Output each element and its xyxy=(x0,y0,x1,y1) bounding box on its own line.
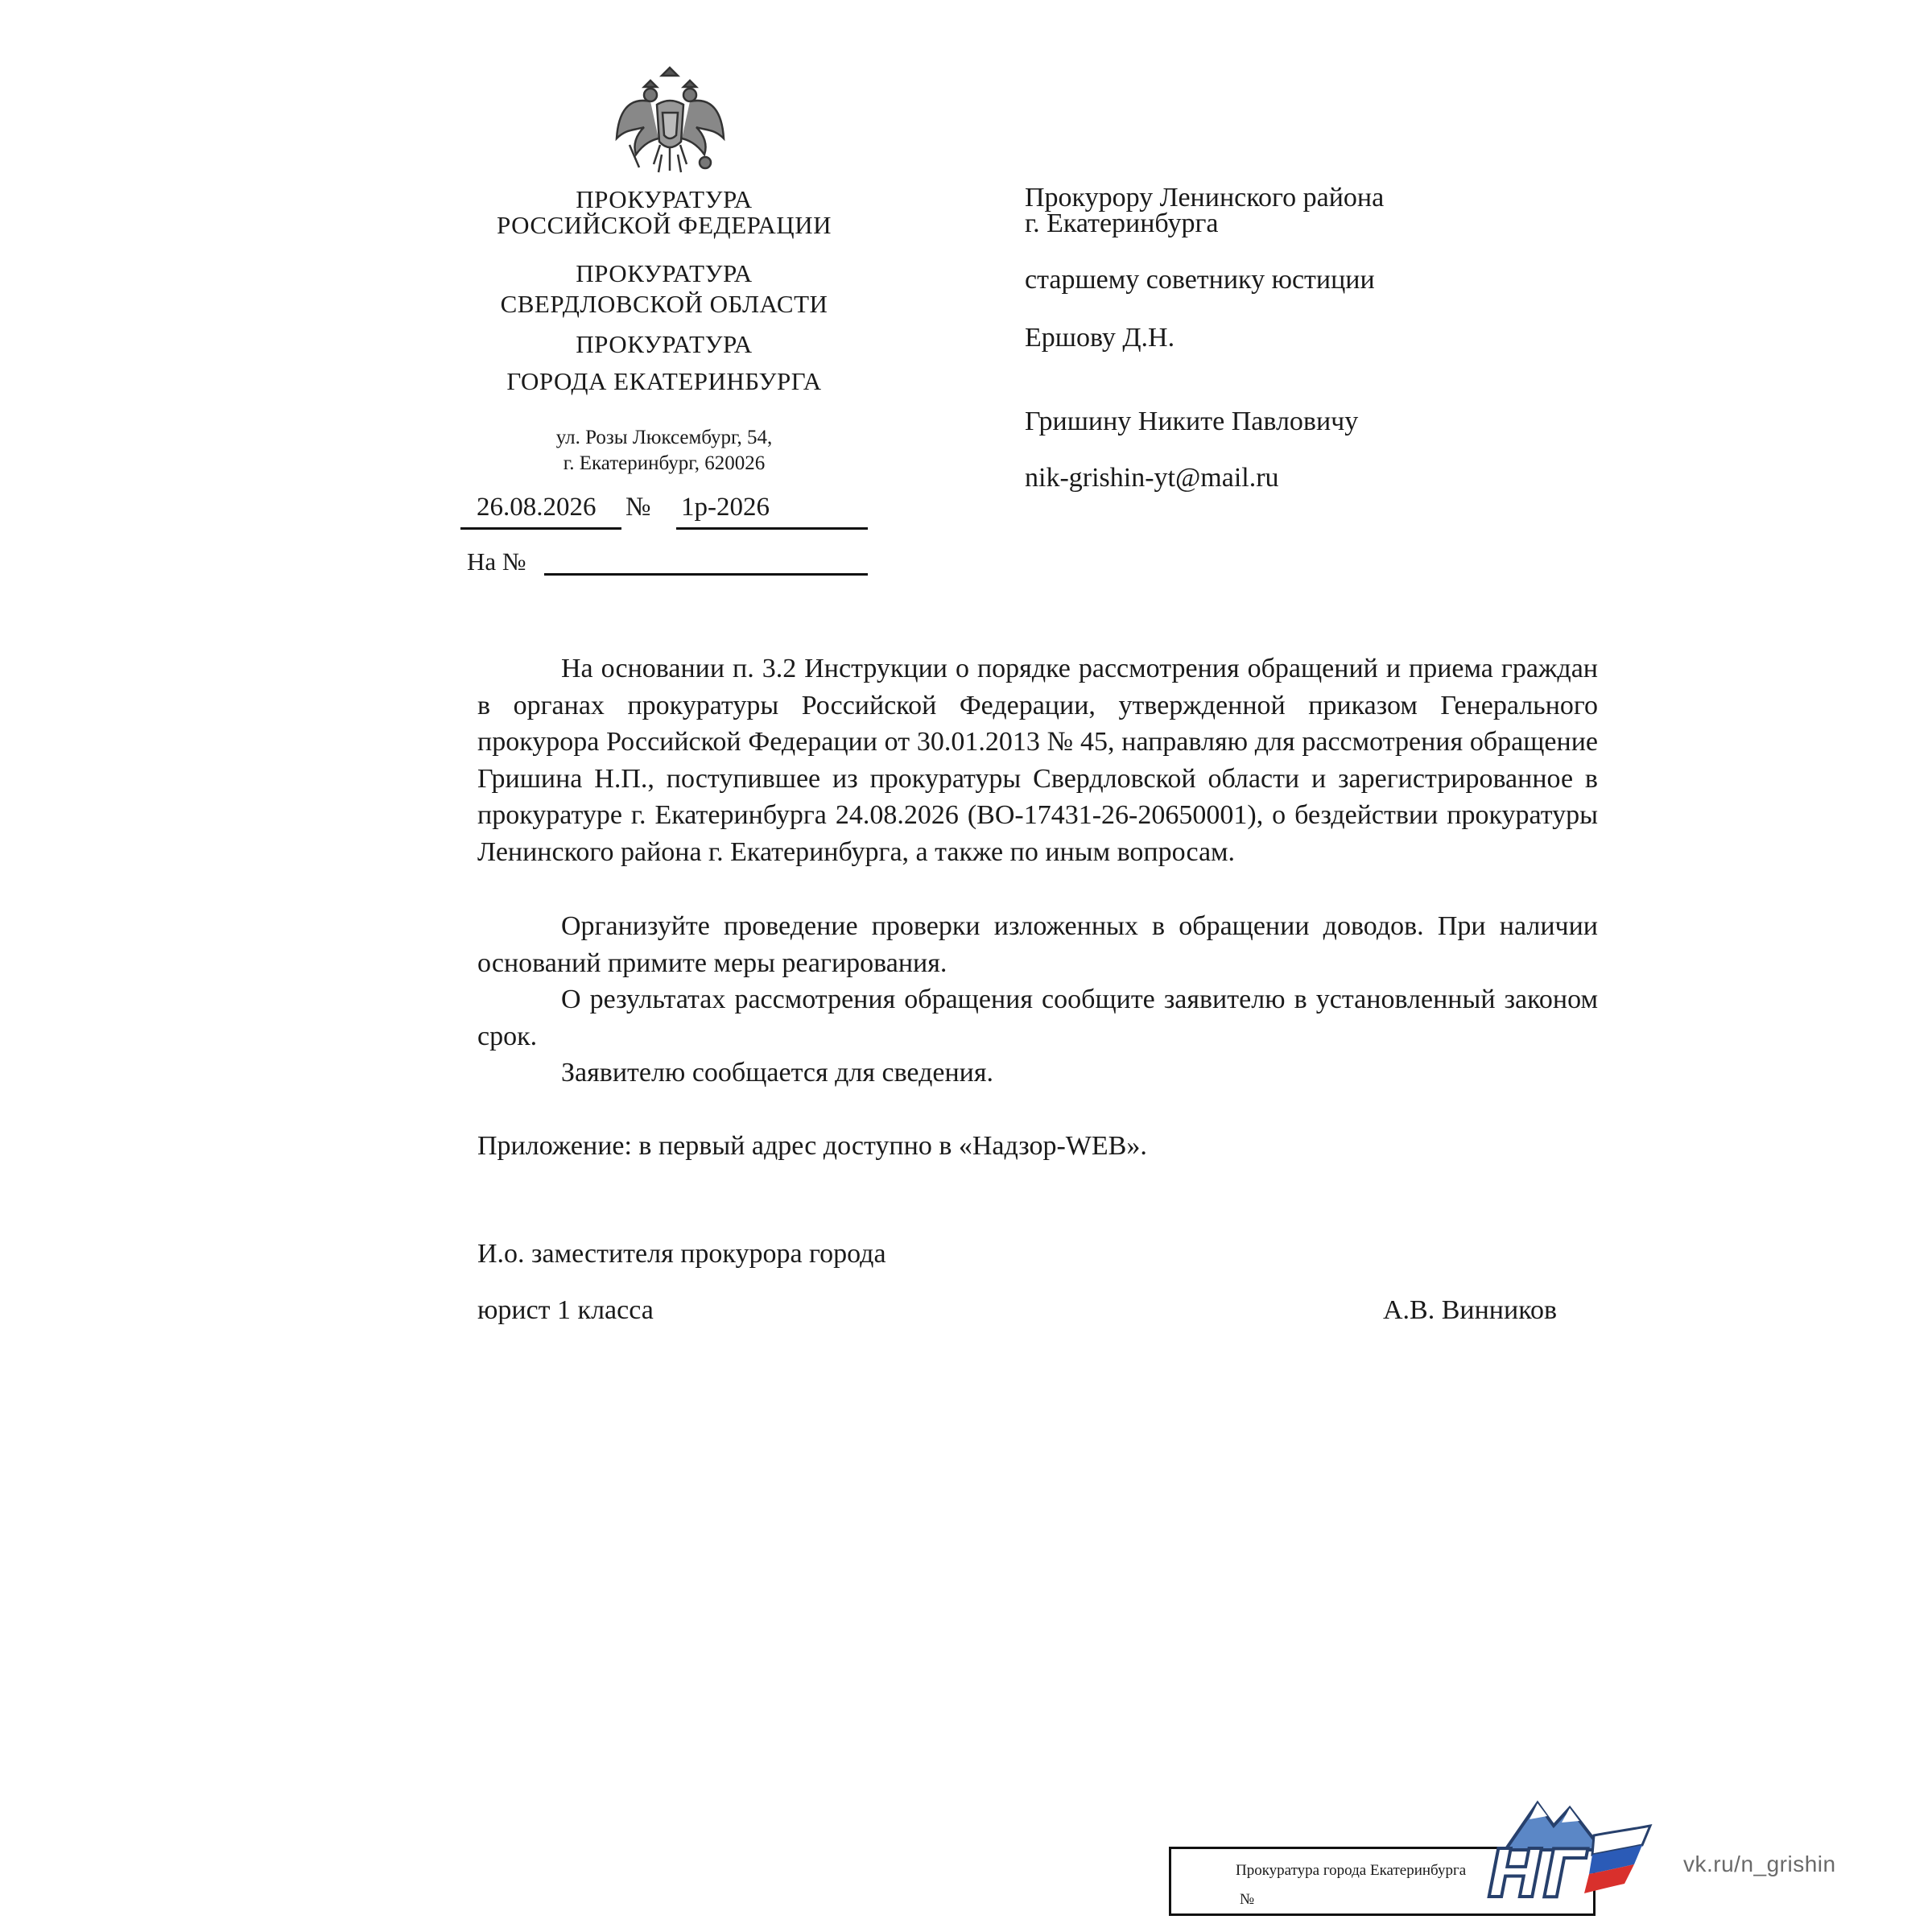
org-address-line: г. Екатеринбург, 620026 xyxy=(563,452,766,474)
registration-number-label: № xyxy=(625,493,651,522)
attachment-line: Приложение: в первый адрес доступно в «Надзор-WEB». xyxy=(477,1131,1147,1161)
org-name-line: СВЕРДЛОВСКОЙ ОБЛАСТИ xyxy=(500,290,828,318)
org-name-line: ПРОКУРАТУРА xyxy=(576,185,753,213)
reply-to-label: На № xyxy=(467,547,526,576)
addressee-email: nik-grishin-yt@mail.ru xyxy=(1025,463,1279,493)
signatory-name: А.В. Винников xyxy=(1383,1295,1558,1325)
watermark-logo-text: НГ xyxy=(1488,1836,1585,1913)
registration-date: 26.08.2026 xyxy=(477,493,597,522)
org-name-line: ПРОКУРАТУРА xyxy=(576,330,753,358)
registration-number: 1р-2026 xyxy=(681,493,770,522)
org-name-line: РОССИЙСКОЙ ФЕДЕРАЦИИ xyxy=(497,211,832,239)
watermark-url: vk.ru/n_grishin xyxy=(1683,1852,1836,1876)
registration-date-underline xyxy=(460,527,621,530)
addressee-line: Прокурору Ленинского района xyxy=(1025,183,1385,213)
signatory-position: И.о. заместителя прокурора города xyxy=(477,1239,886,1269)
body-paragraph: О результатах рассмотрения обращения сообщите заявителю в установленный законом срок. xyxy=(477,985,1598,1051)
addressee-line: Гришину Никите Павловичу xyxy=(1025,407,1359,436)
addressee-line: старшему советнику юстиции xyxy=(1025,265,1375,295)
org-name-line: ГОРОДА ЕКАТЕРИНБУРГА xyxy=(506,367,822,395)
addressee-line: г. Екатеринбурга xyxy=(1025,208,1219,238)
body-paragraph: Заявителю сообщается для сведения. xyxy=(561,1058,993,1088)
coat-of-arms-emblem xyxy=(612,64,729,177)
watermark-logo-icon xyxy=(1473,1794,1658,1914)
stamp-line: № xyxy=(1240,1891,1255,1908)
stamp-line: Прокуратура города Екатеринбурга xyxy=(1236,1862,1467,1879)
org-address-line: ул. Розы Люксембург, 54, xyxy=(555,427,773,448)
body-paragraph: Организуйте проведение проверки изложенных в обращении доводов. При наличии оснований примите меры реагирования. xyxy=(477,911,1598,978)
body-paragraph: На основании п. 3.2 Инструкции о порядке рассмотрения обращений и приема граждан в органах прокуратуры Российской Федерации, утвержденной приказом Генерального прокурора Российской Федерации от 30.01.2013 № 45, направляю для рассмотрения обращение Гришина Н.П., поступившее из прокуратуры Свердловской области и зарегистрированное в прокуратуре г. Екатеринбурга 24.08.2026 (ВО-17431-26-20650001), о бездействии прокуратуры Ленинского района г. Екатеринбурга, а также по иным вопросам. xyxy=(477,654,1598,867)
org-name-line: ПРОКУРАТУРА xyxy=(576,259,753,287)
registration-number-underline xyxy=(676,527,868,530)
reply-to-underline xyxy=(544,573,868,576)
addressee-line: Ершову Д.Н. xyxy=(1025,323,1175,353)
signatory-rank: юрист 1 класса xyxy=(477,1295,654,1325)
